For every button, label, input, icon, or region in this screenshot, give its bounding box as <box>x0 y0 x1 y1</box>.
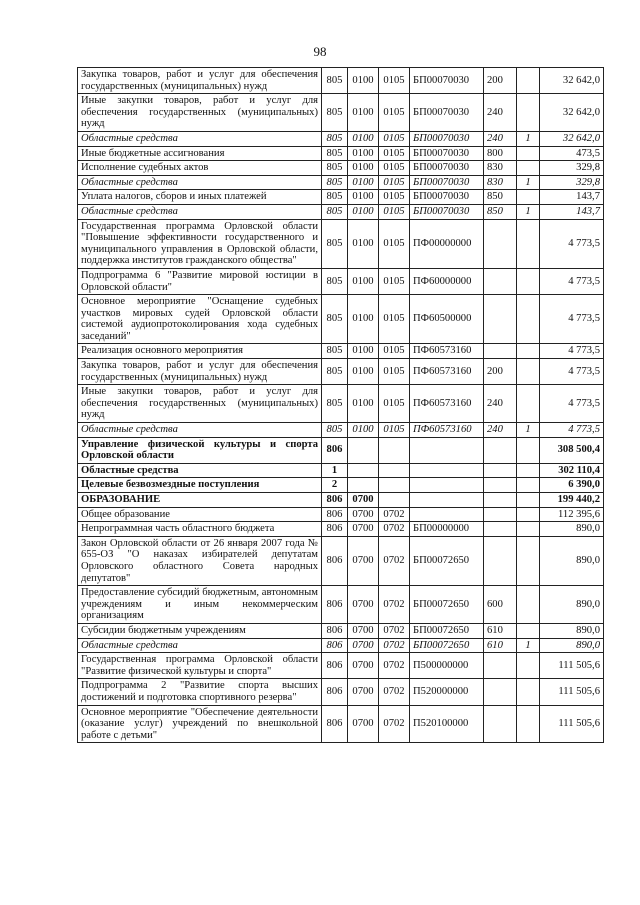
row-expense-type-code: 600 <box>484 586 517 624</box>
row-amount: 4 773,5 <box>540 219 604 268</box>
row-section-code: 0100 <box>348 344 379 359</box>
row-target-article-code: П520000000 <box>410 679 484 705</box>
row-grbs-code: 805 <box>322 268 348 294</box>
table-row <box>78 623 604 638</box>
row-grbs-code: 805 <box>322 175 348 190</box>
row-subsection-code: 0105 <box>379 161 410 176</box>
row-amount: 32 642,0 <box>540 131 604 146</box>
table-row <box>78 437 604 463</box>
row-section-code: 0100 <box>348 68 379 94</box>
row-target-article-code <box>410 437 484 463</box>
row-grbs-code: 805 <box>322 146 348 161</box>
row-section-code: 0100 <box>348 175 379 190</box>
row-expense-type-code: 610 <box>484 638 517 653</box>
row-grbs-code: 806 <box>322 679 348 705</box>
row-subsection-code: 0105 <box>379 190 410 205</box>
table-row <box>78 190 604 205</box>
row-amount: 32 642,0 <box>540 68 604 94</box>
row-expense-type-code: 850 <box>484 190 517 205</box>
row-expense-type-code: 240 <box>484 94 517 132</box>
row-description: Исполнение судебных актов <box>78 161 322 176</box>
row-expense-type-code <box>484 478 517 493</box>
table-row <box>78 507 604 522</box>
row-subsection-code: 0105 <box>379 219 410 268</box>
row-description: Областные средства <box>78 638 322 653</box>
row-subsection-code: 0105 <box>379 146 410 161</box>
row-funding-source-code <box>517 190 540 205</box>
row-grbs-code: 806 <box>322 638 348 653</box>
row-amount: 143,7 <box>540 190 604 205</box>
row-funding-source-code <box>517 653 540 679</box>
row-section-code: 0700 <box>348 522 379 537</box>
row-section-code: 0700 <box>348 507 379 522</box>
row-expense-type-code <box>484 679 517 705</box>
row-amount: 473,5 <box>540 146 604 161</box>
row-funding-source-code <box>517 623 540 638</box>
row-expense-type-code <box>484 705 517 743</box>
row-funding-source-code: 1 <box>517 204 540 219</box>
row-target-article-code <box>410 493 484 508</box>
row-grbs-code: 806 <box>322 493 348 508</box>
table-row <box>78 679 604 705</box>
row-amount: 4 773,5 <box>540 423 604 438</box>
row-subsection-code: 0105 <box>379 94 410 132</box>
row-funding-source-code <box>517 493 540 508</box>
row-description: Областные средства <box>78 175 322 190</box>
row-section-code <box>348 463 379 478</box>
row-expense-type-code: 610 <box>484 623 517 638</box>
row-funding-source-code <box>517 219 540 268</box>
row-target-article-code: ПФ60573160 <box>410 385 484 423</box>
row-target-article-code: БП00070030 <box>410 161 484 176</box>
row-amount: 890,0 <box>540 536 604 585</box>
budget-table <box>77 67 604 743</box>
row-funding-source-code <box>517 359 540 385</box>
table-row <box>78 586 604 624</box>
row-grbs-code: 805 <box>322 94 348 132</box>
row-amount: 4 773,5 <box>540 344 604 359</box>
row-amount: 4 773,5 <box>540 295 604 344</box>
row-subsection-code: 0702 <box>379 705 410 743</box>
table-row <box>78 146 604 161</box>
row-target-article-code: БП00070030 <box>410 204 484 219</box>
row-description: Субсидии бюджетным учреждениям <box>78 623 322 638</box>
row-funding-source-code <box>517 679 540 705</box>
row-description: Уплата налогов, сборов и иных платежей <box>78 190 322 205</box>
table-row <box>78 385 604 423</box>
row-subsection-code: 0702 <box>379 638 410 653</box>
row-target-article-code: ПФ60573160 <box>410 359 484 385</box>
row-section-code: 0700 <box>348 638 379 653</box>
row-target-article-code <box>410 478 484 493</box>
row-grbs-code: 805 <box>322 161 348 176</box>
row-subsection-code: 0105 <box>379 359 410 385</box>
table-row <box>78 175 604 190</box>
table-row <box>78 344 604 359</box>
row-target-article-code: П520100000 <box>410 705 484 743</box>
row-section-code: 0100 <box>348 161 379 176</box>
row-description: Управление физической культуры и спорта Орловской области <box>78 437 322 463</box>
row-subsection-code: 0105 <box>379 68 410 94</box>
row-expense-type-code <box>484 493 517 508</box>
row-section-code: 0100 <box>348 268 379 294</box>
row-subsection-code <box>379 463 410 478</box>
row-amount: 143,7 <box>540 204 604 219</box>
row-description: Областные средства <box>78 463 322 478</box>
row-expense-type-code: 240 <box>484 131 517 146</box>
row-target-article-code: БП00070030 <box>410 131 484 146</box>
table-row <box>78 94 604 132</box>
row-subsection-code: 0702 <box>379 536 410 585</box>
row-section-code: 0100 <box>348 385 379 423</box>
row-grbs-code: 806 <box>322 705 348 743</box>
table-row <box>78 522 604 537</box>
table-row <box>78 705 604 743</box>
row-target-article-code: БП00072650 <box>410 638 484 653</box>
row-funding-source-code <box>517 344 540 359</box>
row-amount: 890,0 <box>540 623 604 638</box>
row-section-code: 0100 <box>348 190 379 205</box>
row-funding-source-code <box>517 385 540 423</box>
row-grbs-code: 806 <box>322 586 348 624</box>
row-target-article-code <box>410 507 484 522</box>
table-row <box>78 219 604 268</box>
table-row <box>78 359 604 385</box>
row-description: Подпрограмма 6 "Развитие мировой юстиции в Орловской области" <box>78 268 322 294</box>
row-subsection-code: 0702 <box>379 507 410 522</box>
row-subsection-code: 0702 <box>379 522 410 537</box>
row-section-code: 0700 <box>348 679 379 705</box>
row-subsection-code: 0105 <box>379 268 410 294</box>
table-row <box>78 423 604 438</box>
row-expense-type-code: 240 <box>484 423 517 438</box>
table-row <box>78 478 604 493</box>
row-amount: 111 505,6 <box>540 679 604 705</box>
table-row <box>78 493 604 508</box>
row-section-code: 0100 <box>348 94 379 132</box>
row-subsection-code: 0105 <box>379 344 410 359</box>
row-description: Закупка товаров, работ и услуг для обеспечения государственных (муниципальных) нужд <box>78 68 322 94</box>
row-target-article-code: ПФ60000000 <box>410 268 484 294</box>
row-grbs-code: 806 <box>322 522 348 537</box>
row-target-article-code: БП00070030 <box>410 175 484 190</box>
row-funding-source-code: 1 <box>517 175 540 190</box>
row-expense-type-code <box>484 463 517 478</box>
row-expense-type-code: 200 <box>484 68 517 94</box>
row-section-code: 0100 <box>348 423 379 438</box>
row-target-article-code: БП00070030 <box>410 68 484 94</box>
row-expense-type-code: 800 <box>484 146 517 161</box>
row-funding-source-code <box>517 94 540 132</box>
row-amount: 302 110,4 <box>540 463 604 478</box>
row-amount: 4 773,5 <box>540 359 604 385</box>
row-expense-type-code: 200 <box>484 359 517 385</box>
row-description: Реализация основного мероприятия <box>78 344 322 359</box>
row-description: Областные средства <box>78 131 322 146</box>
row-target-article-code: БП00072650 <box>410 536 484 585</box>
row-funding-source-code <box>517 295 540 344</box>
row-funding-source-code <box>517 463 540 478</box>
row-grbs-code: 806 <box>322 653 348 679</box>
row-expense-type-code <box>484 437 517 463</box>
row-description: Непрограммная часть областного бюджета <box>78 522 322 537</box>
row-amount: 111 505,6 <box>540 705 604 743</box>
row-funding-source-code <box>517 536 540 585</box>
row-amount: 32 642,0 <box>540 94 604 132</box>
row-description: Государственная программа Орловской области "Развитие физической культуры и спорта" <box>78 653 322 679</box>
row-section-code: 0100 <box>348 359 379 385</box>
row-amount: 4 773,5 <box>540 385 604 423</box>
row-description: Иные закупки товаров, работ и услуг для обеспечения государственных (муниципальных) нужд <box>78 94 322 132</box>
row-section-code: 0700 <box>348 586 379 624</box>
row-description: Основное мероприятие "Обеспечение деятельности (оказание услуг) учреждений по внешкольной работе с детьми" <box>78 705 322 743</box>
row-subsection-code <box>379 437 410 463</box>
row-grbs-code: 805 <box>322 295 348 344</box>
table-row <box>78 204 604 219</box>
row-target-article-code: ПФ60500000 <box>410 295 484 344</box>
row-expense-type-code: 830 <box>484 175 517 190</box>
row-funding-source-code <box>517 161 540 176</box>
row-subsection-code: 0105 <box>379 295 410 344</box>
row-amount: 890,0 <box>540 638 604 653</box>
row-grbs-code: 805 <box>322 423 348 438</box>
row-subsection-code: 0702 <box>379 653 410 679</box>
budget-table-body <box>78 68 604 743</box>
row-funding-source-code <box>517 478 540 493</box>
row-amount: 329,8 <box>540 175 604 190</box>
row-subsection-code <box>379 493 410 508</box>
row-target-article-code: БП00000000 <box>410 522 484 537</box>
row-section-code: 0700 <box>348 623 379 638</box>
row-amount: 890,0 <box>540 586 604 624</box>
row-grbs-code: 2 <box>322 478 348 493</box>
row-grbs-code: 805 <box>322 131 348 146</box>
row-grbs-code: 805 <box>322 344 348 359</box>
table-row <box>78 653 604 679</box>
table-row <box>78 161 604 176</box>
row-section-code <box>348 478 379 493</box>
row-description: Закон Орловской области от 26 января 2007 года № 655-ОЗ "О наказах избирателей депутатам Орловского областного Совета народных депутатов" <box>78 536 322 585</box>
row-description: ОБРАЗОВАНИЕ <box>78 493 322 508</box>
row-expense-type-code <box>484 507 517 522</box>
row-description: Общее образование <box>78 507 322 522</box>
row-subsection-code: 0105 <box>379 385 410 423</box>
row-target-article-code: ПФ60573160 <box>410 423 484 438</box>
row-funding-source-code: 1 <box>517 638 540 653</box>
row-description: Иные закупки товаров, работ и услуг для обеспечения государственных (муниципальных) нужд <box>78 385 322 423</box>
row-amount: 890,0 <box>540 522 604 537</box>
row-funding-source-code <box>517 522 540 537</box>
row-grbs-code: 805 <box>322 190 348 205</box>
row-amount: 308 500,4 <box>540 437 604 463</box>
row-grbs-code: 805 <box>322 359 348 385</box>
row-funding-source-code: 1 <box>517 423 540 438</box>
row-subsection-code: 0702 <box>379 623 410 638</box>
row-target-article-code: БП00070030 <box>410 190 484 205</box>
row-description: Подпрограмма 2 "Развитие спорта высших достижений и подготовка спортивного резерва" <box>78 679 322 705</box>
row-description: Основное мероприятие "Оснащение судебных участков мировых судей Орловской области системой аудиопротоколирования хода судебных заседаний" <box>78 295 322 344</box>
row-amount: 6 390,0 <box>540 478 604 493</box>
table-row <box>78 638 604 653</box>
table-row <box>78 131 604 146</box>
row-section-code: 0700 <box>348 493 379 508</box>
row-subsection-code: 0702 <box>379 586 410 624</box>
row-grbs-code: 806 <box>322 623 348 638</box>
row-expense-type-code <box>484 522 517 537</box>
row-grbs-code: 805 <box>322 219 348 268</box>
row-funding-source-code <box>517 507 540 522</box>
row-funding-source-code <box>517 705 540 743</box>
table-row <box>78 463 604 478</box>
row-target-article-code: БП00070030 <box>410 146 484 161</box>
row-funding-source-code <box>517 146 540 161</box>
row-funding-source-code <box>517 68 540 94</box>
row-target-article-code <box>410 463 484 478</box>
row-expense-type-code <box>484 295 517 344</box>
row-section-code: 0700 <box>348 536 379 585</box>
row-target-article-code: ПФ60573160 <box>410 344 484 359</box>
row-subsection-code: 0105 <box>379 175 410 190</box>
row-funding-source-code <box>517 437 540 463</box>
row-grbs-code: 806 <box>322 507 348 522</box>
row-amount: 329,8 <box>540 161 604 176</box>
row-target-article-code: БП00072650 <box>410 586 484 624</box>
row-amount: 111 505,6 <box>540 653 604 679</box>
row-section-code: 0100 <box>348 131 379 146</box>
table-row <box>78 268 604 294</box>
row-description: Целевые безвозмездные поступления <box>78 478 322 493</box>
row-section-code: 0100 <box>348 146 379 161</box>
row-amount: 4 773,5 <box>540 268 604 294</box>
row-funding-source-code <box>517 268 540 294</box>
row-target-article-code: БП00072650 <box>410 623 484 638</box>
row-subsection-code: 0105 <box>379 423 410 438</box>
row-subsection-code <box>379 478 410 493</box>
row-amount: 199 440,2 <box>540 493 604 508</box>
row-grbs-code: 805 <box>322 204 348 219</box>
row-section-code: 0100 <box>348 295 379 344</box>
row-target-article-code: ПФ00000000 <box>410 219 484 268</box>
table-row <box>78 295 604 344</box>
row-grbs-code: 805 <box>322 385 348 423</box>
row-section-code: 0700 <box>348 705 379 743</box>
row-amount: 112 395,6 <box>540 507 604 522</box>
table-row <box>78 536 604 585</box>
row-expense-type-code: 850 <box>484 204 517 219</box>
row-section-code: 0700 <box>348 653 379 679</box>
row-section-code: 0100 <box>348 219 379 268</box>
row-grbs-code: 1 <box>322 463 348 478</box>
row-expense-type-code: 240 <box>484 385 517 423</box>
row-section-code <box>348 437 379 463</box>
row-description: Предоставление субсидий бюджетным, автономным учреждениям и иным некоммерческим организациям <box>78 586 322 624</box>
row-expense-type-code <box>484 219 517 268</box>
row-subsection-code: 0105 <box>379 131 410 146</box>
row-expense-type-code <box>484 344 517 359</box>
row-expense-type-code <box>484 536 517 585</box>
row-target-article-code: БП00070030 <box>410 94 484 132</box>
row-description: Областные средства <box>78 423 322 438</box>
row-grbs-code: 806 <box>322 536 348 585</box>
page-number: 98 <box>313 44 327 59</box>
row-section-code: 0100 <box>348 204 379 219</box>
row-description: Государственная программа Орловской области "Повышение эффективности государственного и муниципального управления в Орловской области, поддержка институтов гражданского общества" <box>78 219 322 268</box>
row-subsection-code: 0702 <box>379 679 410 705</box>
row-grbs-code: 805 <box>322 68 348 94</box>
row-funding-source-code <box>517 586 540 624</box>
row-description: Иные бюджетные ассигнования <box>78 146 322 161</box>
row-description: Областные средства <box>78 204 322 219</box>
row-subsection-code: 0105 <box>379 204 410 219</box>
row-target-article-code: П500000000 <box>410 653 484 679</box>
row-expense-type-code: 830 <box>484 161 517 176</box>
row-expense-type-code <box>484 268 517 294</box>
row-funding-source-code: 1 <box>517 131 540 146</box>
row-expense-type-code <box>484 653 517 679</box>
row-description: Закупка товаров, работ и услуг для обеспечения государственных (муниципальных) нужд <box>78 359 322 385</box>
row-grbs-code: 806 <box>322 437 348 463</box>
table-row <box>78 68 604 94</box>
